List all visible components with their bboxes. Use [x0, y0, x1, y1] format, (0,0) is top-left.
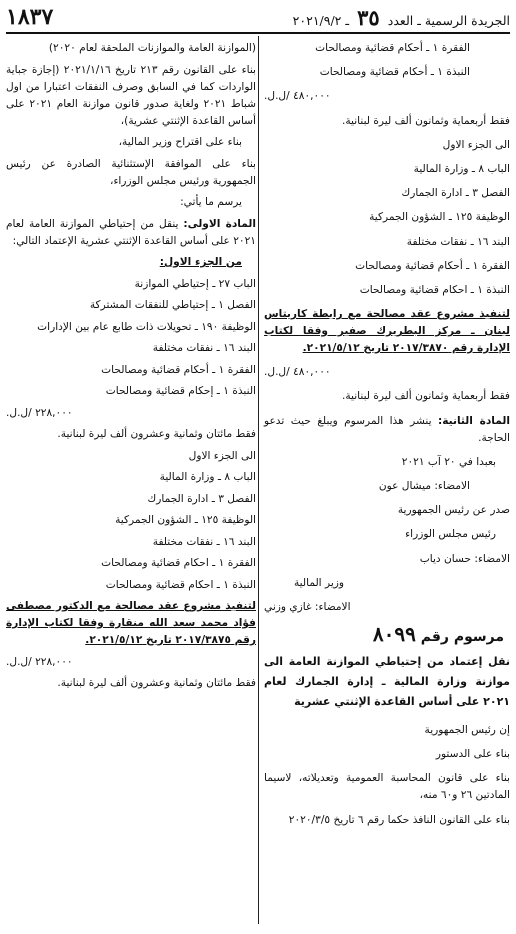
text-line: الباب ٨ ـ وزارة المالية — [413, 162, 510, 175]
text-line: بناء على الموافقة الإستثنائية الصادرة عن رئيس الجمهورية ورئيس مجلس الوزراء، — [6, 157, 256, 187]
header-title-group — [293, 5, 510, 30]
page-header — [6, 2, 510, 34]
amount: ٤٨٠,٠٠٠ /ل.ل. — [264, 366, 331, 379]
text-line: الفصل ٣ ـ ادارة الجمارك — [147, 492, 256, 505]
text-line: الفقرة ١ ـ احكام قضائية ومصالحات — [101, 557, 256, 569]
text-line: (الموازنة العامة والموازنات الملحقة لعام ٢٠٢٠) — [48, 42, 256, 54]
text-line: الباب ٢٧ ـ إحتياطي الموازنة — [134, 277, 256, 290]
text-line: النبذة ١ ـ احكام قضائية ومصالحات — [359, 283, 510, 296]
decree-subject: نقل إعتماد من إحتياطي الموازنة العامة الى موازنة وزارة المالية ـ إدارة الجمارك لعام ٢٠٢١ على أساس القاعدة الإثنتي عشرية — [264, 654, 510, 708]
signature-president: الامضاء: ميشال عون — [378, 480, 470, 492]
text-line: الفصل ٣ ـ ادارة الجمارك — [401, 187, 510, 200]
article-one-lead: المادة الاولى: — [183, 217, 256, 230]
amount: ٤٨٠,٠٠٠ /ل.ل. — [264, 90, 331, 103]
decree-label: مرسوم رقم — [420, 628, 504, 645]
place-date: بعبدا في ٢٠ آب ٢٠٢١ — [401, 455, 496, 468]
pm-title: رئيس مجلس الوزراء — [405, 528, 496, 541]
text-line: الفقرة ١ ـ أحكام قضائية ومصالحات — [355, 259, 510, 272]
text-line: يرسم ما يأتي: — [180, 196, 242, 208]
text-line: البند ١٦ ـ نفقات مختلفة — [152, 342, 256, 354]
preamble-line: بناء على قانون المحاسبة العمومية وتعديلاته، لاسيما المادتين ٢٦ و٦٠ منه، — [264, 772, 510, 802]
text-line: الفقرة ١ ـ أحكام قضائية ومصالحات — [101, 363, 256, 376]
text-line: الفقرة ١ ـ أحكام قضائية ومصالحات — [315, 42, 470, 54]
page-number: ١٨٣٧ — [6, 4, 54, 30]
amount-words: فقط أربعماية وثمانون ألف ليرة لبنانية. — [341, 114, 510, 127]
text-line: الوظيفة ١٢٥ ـ الشؤون الجمركية — [369, 211, 510, 224]
preamble-line: بناء على القانون النافذ حكما رقم ٦ تاريخ ٢٠٢٠/٣/٥ — [288, 813, 510, 826]
text-line: الوظيفة ١٩٠ ـ تحويلات ذات طابع عام بين الإدارات — [37, 320, 256, 333]
text-line: الى الجزء الاول — [188, 449, 256, 462]
text-line: النبذة ١ ـ احكام قضائية ومصالحات — [105, 578, 256, 591]
issued-by: صدر عن رئيس الجمهورية — [397, 504, 510, 517]
text-line: النبذة ١ ـ إحكام قضائية ومصالحات — [105, 385, 256, 397]
issue-number: ٣٥ — [357, 4, 380, 30]
execution-clause: لتنفيذ مشروع عقد مصالحة مع رابطة كاريتاس لبنان ـ مركز البطريرك صفير وفقا لكتاب الإدارة رقم ٢٠١٧/٣٨٧٠ تاريخ ٢٠٢١/٥/١٢. — [264, 308, 510, 355]
article-two-text: ينشر هذا المرسوم ويبلغ حيث تدعو الحاجة. — [264, 414, 510, 444]
decree-title — [264, 621, 510, 646]
column-divider — [258, 36, 259, 924]
law-reference: بناء على القانون رقم ٢١٣ تاريخ ٢٠٢١/١/١٦ (إجازة جباية الواردات كما في السابق وصرف النفقات اعتبارا من اول شباط ٢٠٢١ ولغاية صدور قانون موازنة العام ٢٠٢١ على أساس القاعدة الإثنتي عشرية)، — [6, 63, 256, 127]
amount-words: فقط أربعماية وثمانون ألف ليرة لبنانية. — [341, 390, 510, 403]
text-line: الوظيفة ١٢٥ ـ الشؤون الجمركية — [115, 514, 256, 526]
text-line: النبذة ١ ـ أحكام قضائية ومصالحات — [319, 66, 470, 79]
text-line: البند ١٦ ـ نفقات مختلفة — [152, 535, 256, 548]
decree-number: ٨٠٩٩ — [372, 621, 416, 646]
preamble-line: إن رئيس الجمهورية — [424, 723, 510, 736]
article-one — [6, 216, 256, 250]
from-part: من الجزء الاول: — [159, 256, 242, 268]
execution-clause: لتنفيذ مشروع عقد مصالحة مع الدكتور مصطفى فؤاد محمد سعد الله منقارة وفقا لكتاب الإدارة رقم ٢٠١٧/٣٨٧٥ تاريخ ٢٠٢١/٥/١٢. — [6, 600, 256, 646]
text-line: الى الجزء الاول — [442, 138, 510, 151]
amount: ٢٢٨,٠٠٠ /ل.ل. — [6, 655, 73, 668]
gazette-title: الجريدة الرسمية ـ العدد — [387, 12, 510, 28]
right-column — [264, 40, 510, 924]
finance-minister-title: وزير المالية — [294, 576, 345, 589]
amount: ٢٢٨,٠٠٠ /ل.ل. — [6, 406, 73, 419]
issue-date: ـ ٢٠٢١/٩/٢ — [292, 12, 350, 28]
article-two-lead: المادة الثانية: — [437, 414, 510, 427]
text-line: بناء على اقتراح وزير المالية، — [118, 136, 242, 148]
text-line: الباب ٨ ـ وزارة المالية — [159, 471, 256, 483]
article-one-text: ينقل من إحتياطي الموازنة العامة لعام ٢٠٢١ على أساس القاعدة الإثنتي عشرية الإعتماد التالي: — [6, 217, 256, 247]
preamble-line: بناء على الدستور — [435, 748, 510, 761]
signature-pm: الامضاء: حسان دياب — [419, 552, 510, 565]
left-column — [6, 40, 256, 924]
text-line: الفصل ١ ـ إحتياطي للنفقات المشتركة — [89, 299, 256, 311]
amount-words: فقط مائتان وثمانية وعشرون ألف ليرة لبنانية. — [57, 677, 256, 689]
amount-words: فقط مائتان وثمانية وعشرون ألف ليرة لبنانية. — [57, 428, 256, 440]
article-two — [264, 413, 510, 447]
signature-finance-minister: الامضاء: غازي وزني — [264, 600, 351, 613]
text-line: البند ١٦ ـ نفقات مختلفة — [406, 235, 510, 248]
